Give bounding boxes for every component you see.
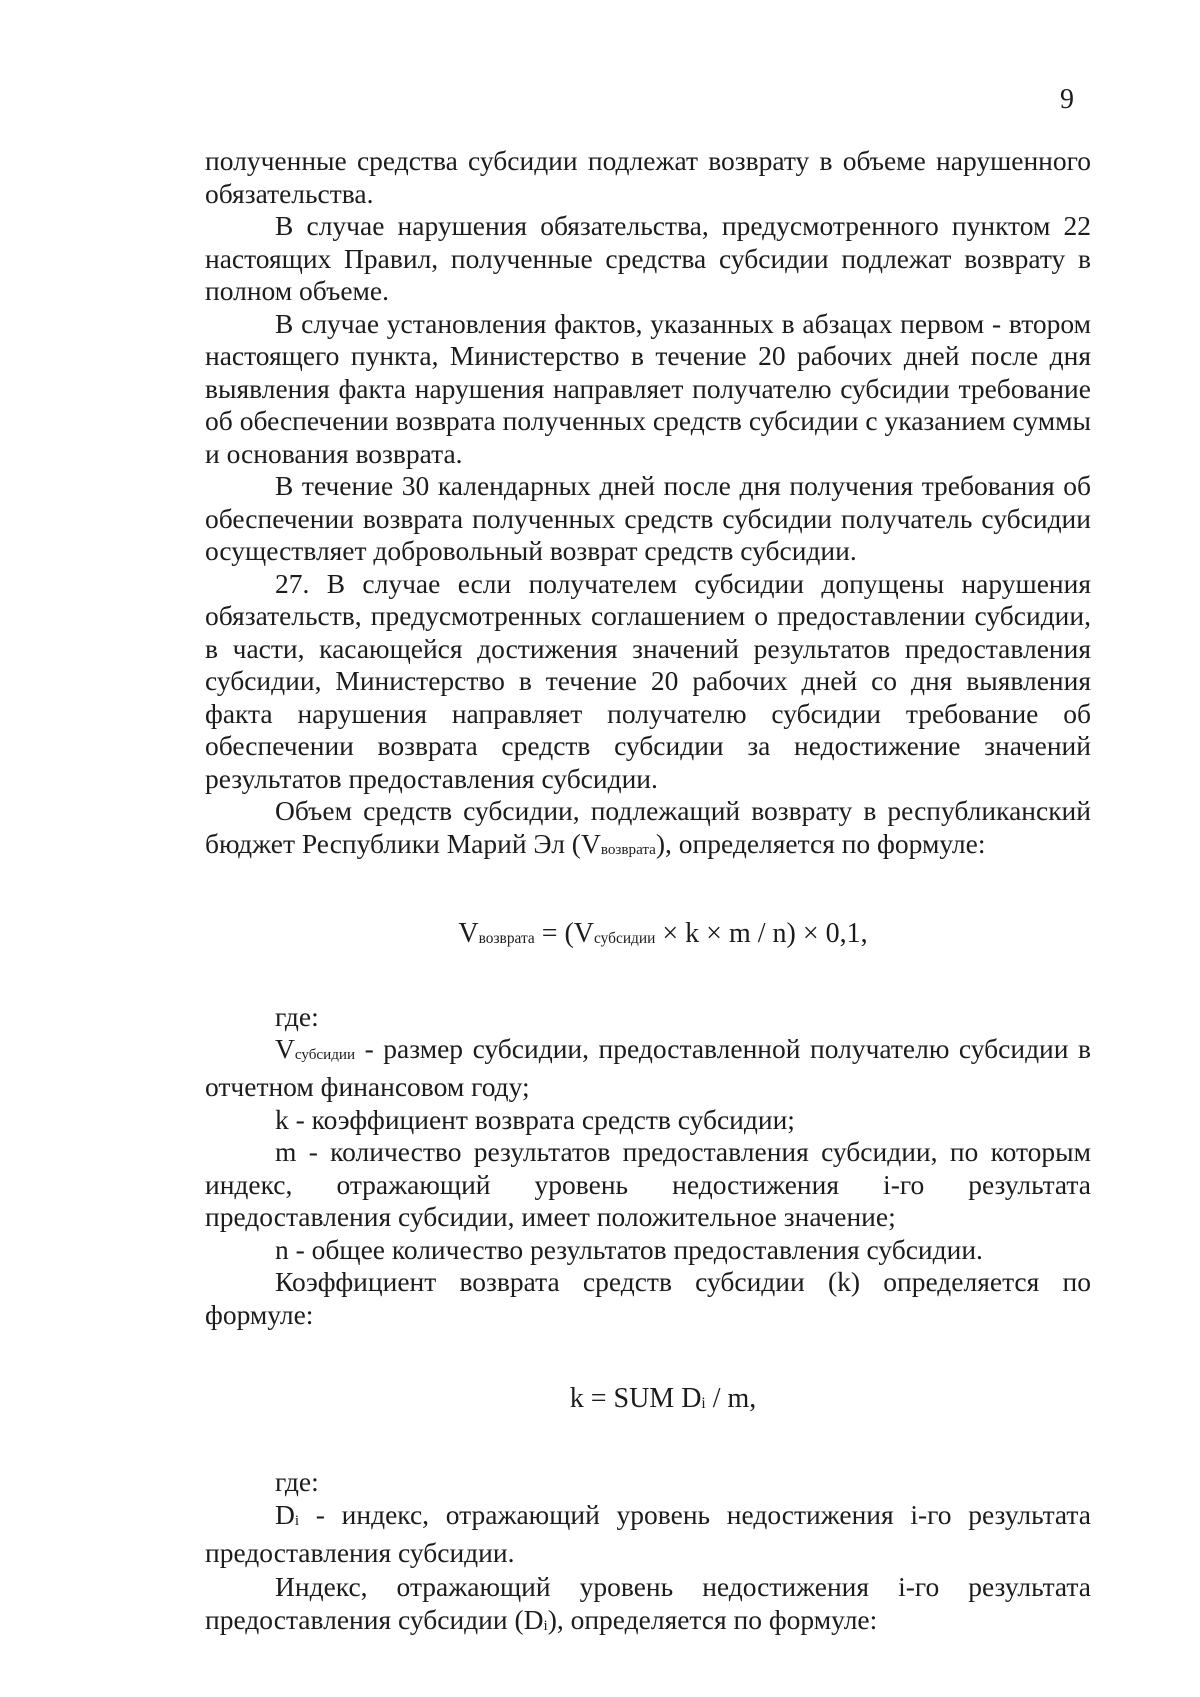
subscript: i — [543, 1617, 548, 1634]
text: - размер субсидии, предоставленной получателю субсидии в отчетном финансовом году; — [205, 1033, 1091, 1103]
subscript: возврата — [478, 929, 535, 947]
subscript: i — [701, 1395, 706, 1413]
paragraph: В случае установления фактов, указанных в абзацах первом - втором настоящего пункта, Министерство в течение 20 рабочих дней после дня выявления факта нарушения направляет получателю субсидии требование об обеспечении возврата полученных средств субсидии с указанием суммы и основания возврата. — [205, 307, 1091, 469]
definition: m - количество результатов предоставления субсидии, по которым индекс, отражающий уровень недостижения i-го результата предоставления субсидии, имеет положительное значение; — [205, 1136, 1091, 1233]
paragraph-clause-27: 27. В случае если получателем субсидии допущены нарушения обязательств, предусмотренных соглашением о предоставлении субсидии, в части, касающейся достижения значений результатов предоставления субсидии, Министерство в течение 20 рабочих дней со дня выявления факта нарушения направляет получателю субсидии требование об обеспечении возврата средств субсидии за недостижение значений результатов предоставления субсидии. — [205, 567, 1091, 794]
where-label: где: — [275, 1466, 319, 1498]
definition: n - общее количество результатов предоставления субсидии. — [275, 1233, 983, 1265]
formula-coefficient — [205, 1383, 1091, 1420]
text: ), определяется по формуле: — [547, 1603, 878, 1635]
text: ), определяется по формуле: — [655, 827, 986, 859]
variable: D — [275, 1498, 295, 1530]
paragraph: Коэффициент возврата средств субсидии (k) определяется по формуле: — [205, 1266, 1091, 1330]
formula-text: = (V — [534, 917, 595, 949]
text: Объем средств субсидии, подлежащий возврату в республиканский бюджет Республики Марий Эл (V — [205, 795, 1091, 859]
subscript: субсидии — [294, 1046, 356, 1063]
document-body — [205, 145, 1091, 1642]
formula-text: × k × m / n) × 0,1, — [655, 917, 868, 949]
formula-text: V — [458, 917, 479, 949]
definition: k - коэффициент возврата средств субсидии; — [275, 1103, 795, 1135]
page-number: 9 — [1060, 84, 1074, 115]
variable: V — [275, 1033, 295, 1065]
text: Индекс, отражающий уровень недостижения i-го результата предоставления субсидии (D — [205, 1571, 1091, 1635]
paragraph: В случае нарушения обязательства, предусмотренного пунктом 22 настоящих Правил, полученные средства субсидии подлежат возврату в полном объеме. — [205, 210, 1091, 306]
definition — [205, 1499, 1091, 1570]
paragraph: полученные средства субсидии подлежат возврату в объеме нарушенного обязательства. — [205, 145, 1091, 209]
subscript: i — [294, 1512, 300, 1529]
formula-return-volume — [205, 918, 1091, 955]
paragraph: В течение 30 календарных дней после дня получения требования об обеспечении возврата полученных средств субсидии получатель субсидии осуществляет добровольный возврат средств субсидии. — [205, 470, 1091, 566]
formula-text: k = SUM D — [569, 1383, 702, 1415]
paragraph — [205, 795, 1091, 866]
text: - индекс, отражающий уровень недостижения i-го результата предоставления субсидии. — [205, 1498, 1091, 1568]
paragraph — [205, 1571, 1091, 1642]
subscript: возврата — [600, 841, 656, 858]
where-label: где: — [275, 1000, 319, 1032]
formula-text: / m, — [705, 1383, 757, 1415]
subscript: субсидии — [594, 929, 656, 947]
definition — [205, 1033, 1091, 1104]
